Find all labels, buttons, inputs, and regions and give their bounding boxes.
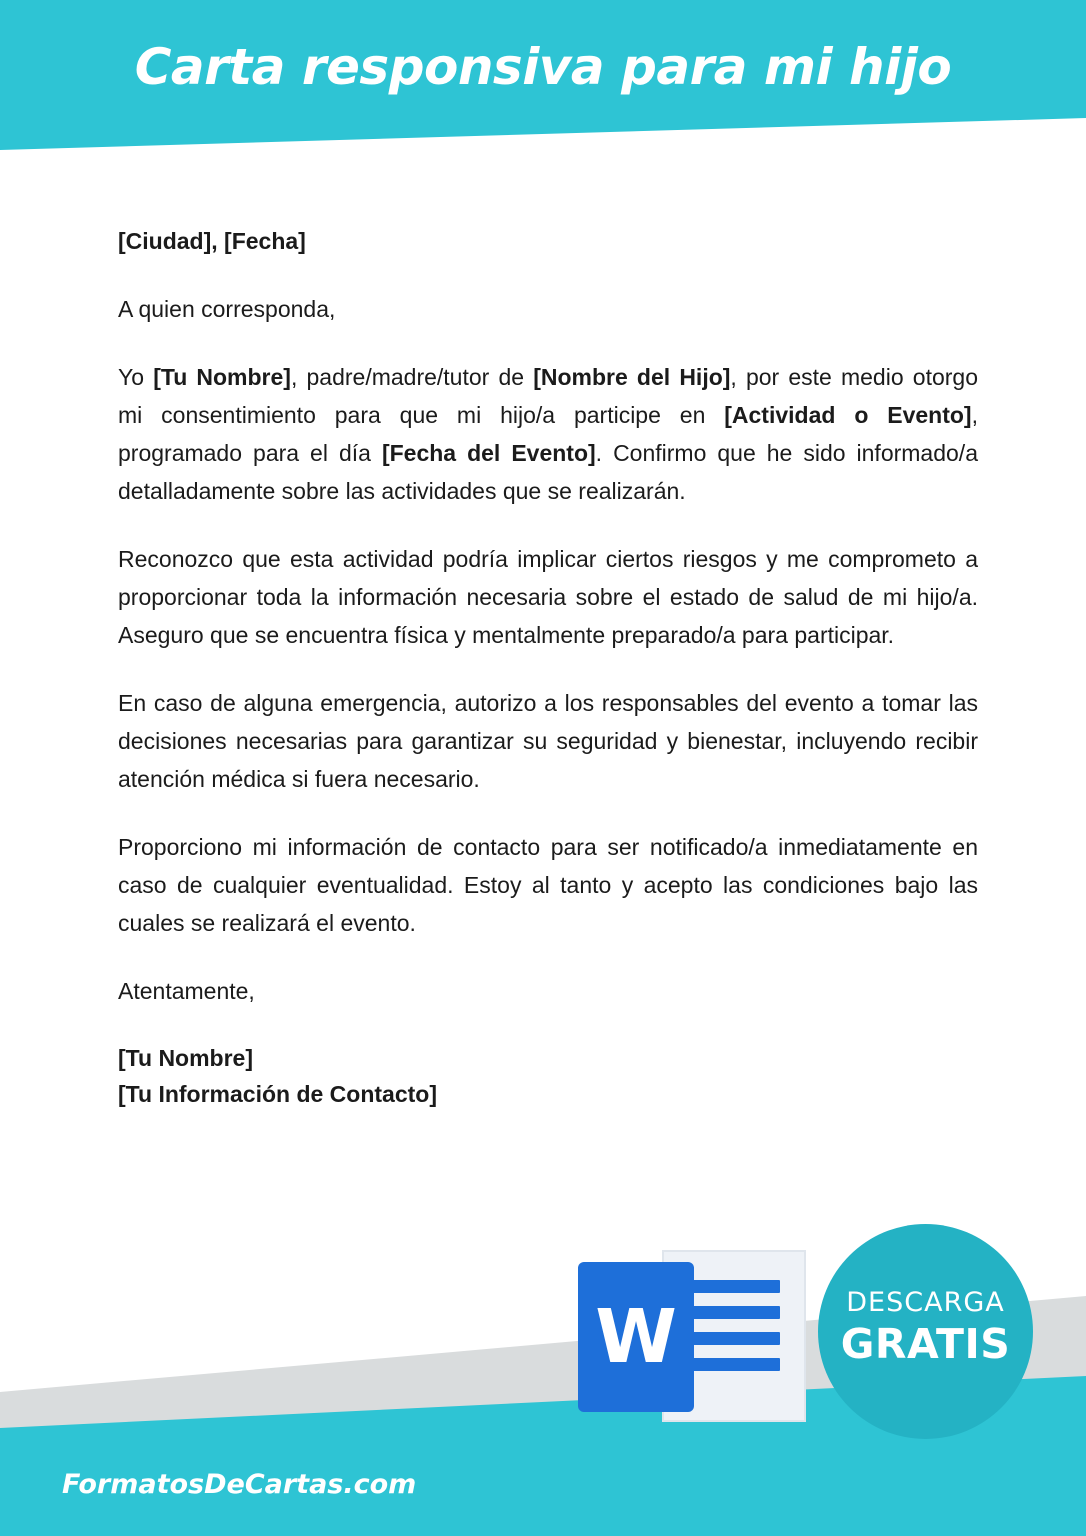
p1-text-1: Yo xyxy=(118,364,154,390)
p1-placeholder-child: [Nombre del Hijo] xyxy=(533,364,731,390)
word-document-icon xyxy=(578,1250,806,1422)
p1-text-5: . Confirmo que he sido informado/a detalladamente sobre las actividades que se realizarán. xyxy=(118,440,978,504)
p1-text-2: , padre/madre/tutor de xyxy=(290,364,534,390)
p1-placeholder-event-date: [Fecha del Evento] xyxy=(381,440,596,466)
download-label: DESCARGA xyxy=(846,1287,1005,1318)
word-letter-badge: W xyxy=(578,1262,694,1412)
p1-text-4: , programado para el día xyxy=(118,402,978,466)
word-text-lines xyxy=(690,1280,780,1384)
signature-block xyxy=(118,1040,978,1112)
signature-contact: [Tu Información de Contacto] xyxy=(118,1081,438,1107)
paragraph-risks: Reconozco que esta actividad podría implicar ciertos riesgos y me comprometo a proporcionar toda la información necesaria sobre el estado de salud de mi hijo/a. Aseguro que se encuentra física y mentalmente preparado/a para participar. xyxy=(118,546,978,648)
word-line-4 xyxy=(690,1358,780,1371)
closing-line: Atentamente, xyxy=(118,978,255,1004)
place-date-line xyxy=(118,222,978,260)
page-title: Carta responsiva para mi hijo xyxy=(134,38,952,96)
word-line-1 xyxy=(690,1280,780,1293)
paragraph-consent xyxy=(118,358,978,510)
place-date-text: [Ciudad], [Fecha] xyxy=(118,228,306,254)
p1-placeholder-name: [Tu Nombre] xyxy=(153,364,291,390)
site-name: FormatosDeCartas.com xyxy=(62,1469,417,1500)
word-line-3 xyxy=(690,1332,780,1345)
salutation-line: A quien corresponda, xyxy=(118,296,336,322)
paragraph-contact: Proporciono mi información de contacto para ser notificado/a inmediatamente en caso de cualquier eventualidad. Estoy al tanto y acepto las condiciones bajo las cuales se realizará el evento. xyxy=(118,834,978,936)
download-free-badge[interactable] xyxy=(818,1224,1033,1439)
word-line-2 xyxy=(690,1306,780,1319)
p1-text-3: , por este medio otorgo mi consentimiento para que mi hijo/a participe en xyxy=(118,364,978,428)
free-label: GRATIS xyxy=(840,1320,1011,1368)
signature-name: [Tu Nombre] xyxy=(118,1045,254,1071)
letter-body xyxy=(118,222,978,1112)
p1-placeholder-activity: [Actividad o Evento] xyxy=(724,402,972,428)
paragraph-emergency: En caso de alguna emergencia, autorizo a los responsables del evento a tomar las decisiones necesarias para garantizar su seguridad y bienestar, incluyendo recibir atención médica si fuera necesario. xyxy=(118,690,978,792)
